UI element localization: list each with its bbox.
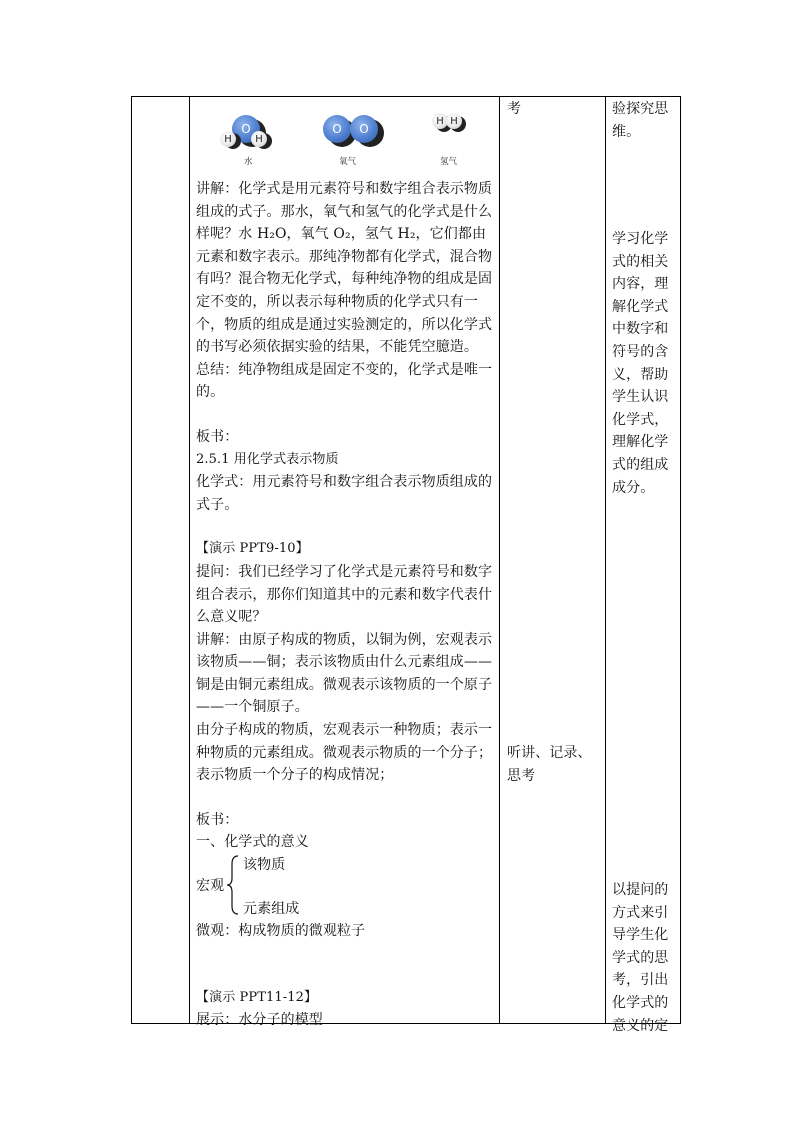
hydrogen-atom: H [251, 131, 267, 147]
student-activity-text: 考 [507, 101, 522, 117]
hydrogen-label: 氢气 [440, 157, 458, 167]
macro-brace-group [196, 854, 494, 920]
hydrogen-atom: H [432, 113, 448, 129]
board-title: 板书： [196, 428, 239, 445]
hydrogen-molecule-model [430, 105, 490, 167]
show-line: 展示：水分子的模型 [196, 1012, 323, 1029]
demo-note: 【演示 PPT11-12】 [196, 989, 318, 1005]
lecture-paragraph: 讲解：化学式是用元素符号和数字组合表示物质组成的式子。那水，氧气和氢气的化学式是什么样呢？水 H₂O，氧气 O₂，氢气 H₂，它们都由元素和数字表示。那纯净物都有化学式，混合物有吗？混合物无化学式，每种纯净物的组成是固定不变的，所以表示每种物质的化学式只有一个，物质的组成是通过实验测定的，所以化学式的书写必须依据实验的结果，不能凭空臆造。 [196, 181, 493, 356]
column-divider [605, 97, 606, 1023]
question-paragraph: 提问：我们已经学习了化学式是元素符号和数字组合表示，那你们知道其中的元素和数字代表什么意义呢？ [196, 563, 493, 626]
hydrogen-atom: H [446, 113, 462, 129]
hydrogen-atom: H [220, 131, 236, 147]
molecule-models [190, 105, 500, 175]
demo-note: 【演示 PPT9-10】 [196, 541, 309, 557]
design-intent-text: 学习化学式的相关内容，理解化学式中数字和符号的含义，帮助学生认识化学式，理解化学式的组成成分。 [612, 231, 669, 496]
oxygen-label: 氧气 [339, 157, 357, 167]
board-title: 板书： [196, 811, 239, 828]
brace-icon [226, 854, 240, 916]
board-heading: 2.5.1 用化学式表示物质 [196, 451, 339, 467]
macro-item: 元素组成 [243, 901, 300, 918]
board-heading: 一、化学式的意义 [196, 834, 309, 851]
macro-item: 该物质 [243, 857, 286, 874]
water-molecule-model [212, 105, 282, 167]
macro-label: 宏观 [196, 878, 225, 895]
design-intent-column [607, 97, 681, 1034]
oxygen-atom: O [323, 115, 351, 143]
design-intent-text: 以提问的方式来引导学生化学式的思考，引出化学式的意义的定 [612, 882, 669, 1034]
lesson-table [131, 96, 681, 1034]
teacher-activity-column [190, 97, 500, 1029]
lecture-paragraph: 由分子构成的物质，宏观表示一种物质；表示一种物质的元素组成。微观表示物质的一个分子；表示物质一个分子的构成情况； [196, 722, 493, 784]
micro-line: 微观：构成物质的微观粒子 [196, 923, 366, 940]
summary-paragraph: 总结：纯净物组成是固定不变的，化学式是唯一的。 [196, 361, 493, 401]
lecture-paragraph: 讲解：由原子构成的物质，以铜为例，宏观表示该物质——铜；表示该物质由什么元素组成——铜是由铜元素组成。微观表示该物质的一个原子——一个铜原子。 [196, 631, 493, 716]
board-definition: 化学式：用元素符号和数字组合表示物质组成的式子。 [196, 474, 493, 513]
main-text [196, 178, 494, 1032]
design-intent-text: 验探究思维。 [612, 101, 669, 140]
student-activity-column [501, 97, 605, 1023]
oxygen-molecule-model [322, 105, 392, 167]
student-activity-text: 听讲、记录、思考 [507, 745, 592, 784]
water-label: 水 [244, 157, 253, 167]
oxygen-atom: O [350, 115, 378, 143]
oxygen-atom: O [232, 115, 260, 143]
